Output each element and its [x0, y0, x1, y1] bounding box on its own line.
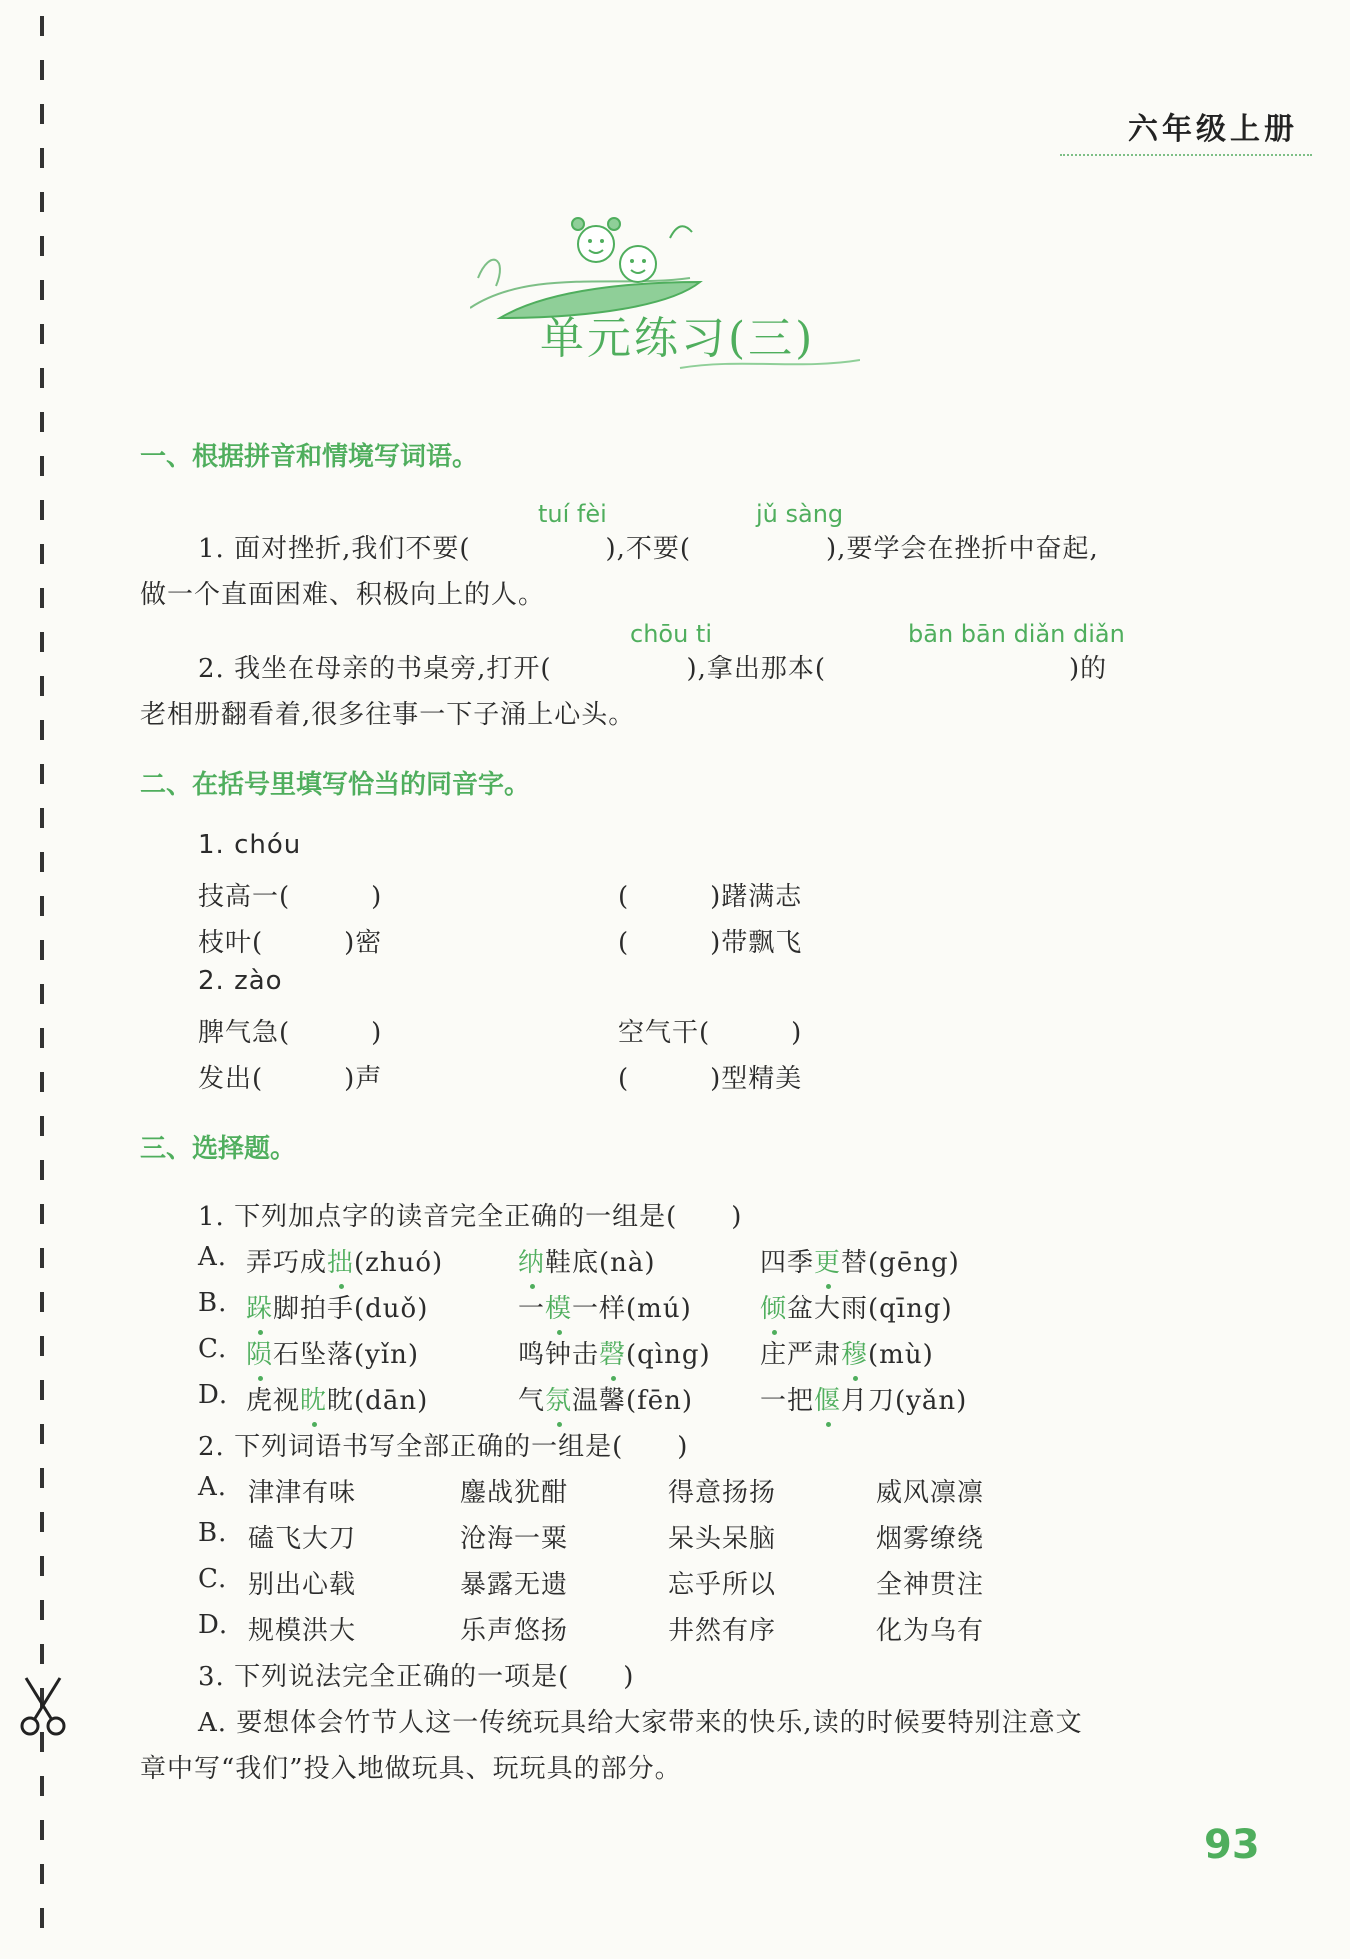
q3-1-b-item-2	[518, 1288, 692, 1325]
q3-1-option-a-letter: A.	[198, 1242, 228, 1272]
option-text: 一把	[760, 1386, 815, 1416]
option-text: (qìng)	[626, 1340, 711, 1370]
option-text: 脚拍手(duǒ)	[273, 1294, 429, 1324]
dotted-char: 偃	[814, 1380, 841, 1417]
q3-2-row-b-letter: B.	[198, 1518, 228, 1548]
q3-2-row-d-word: 井然有序	[668, 1616, 777, 1646]
option-text: (mù)	[868, 1340, 934, 1370]
pinyin-ju-sang: jǔ sàng	[756, 500, 844, 528]
q3-2-row-a-letter: A.	[198, 1472, 228, 1502]
q3-2-stem: 2. 下列词语书写全部正确的一组是( )	[198, 1432, 689, 1462]
section-3-heading: 三、选择题。	[140, 1134, 297, 1164]
dotted-char: 磬	[599, 1334, 626, 1371]
q3-2-row-c-word: 暴露无遗	[460, 1570, 569, 1600]
q3-2-row-a-word: 津津有味	[248, 1478, 357, 1508]
option-text: 石坠落(yǐn)	[273, 1340, 420, 1370]
dotted-char: 穆	[841, 1334, 868, 1371]
q3-1-stem: 1. 下列加点字的读音完全正确的一组是( )	[198, 1202, 743, 1232]
option-text: (zhuó)	[354, 1248, 444, 1278]
g1-item-a: 技高一( )	[198, 882, 383, 912]
q3-3-option-a-line2: 章中写“我们”投入地做玩具、玩玩具的部分。	[140, 1754, 682, 1784]
section-2-heading: 二、在括号里填写恰当的同音字。	[140, 770, 531, 800]
q1-1-line2: 做一个直面困难、积极向上的人。	[140, 580, 546, 610]
pinyin-tui-fei: tuí fèi	[538, 500, 607, 528]
g2-item-b: 空气干( )	[618, 1018, 803, 1048]
option-text: 气	[518, 1386, 546, 1416]
q3-1-a-item-1	[246, 1242, 443, 1279]
q3-3-stem: 3. 下列说法完全正确的一项是( )	[198, 1662, 635, 1692]
option-text: 四季	[760, 1248, 815, 1278]
group-2-label: 2. zào	[198, 966, 283, 996]
option-text: 温馨(fēn)	[572, 1386, 694, 1416]
dotted-char: 跺	[246, 1288, 273, 1325]
cut-line	[40, 16, 44, 1946]
q3-1-b-item-3	[760, 1288, 953, 1325]
q3-1-a-item-3	[760, 1242, 960, 1279]
option-text: 月刀(yǎn)	[841, 1386, 968, 1416]
option-text: 虎视	[246, 1386, 301, 1416]
g2-item-a: 脾气急( )	[198, 1018, 383, 1048]
q3-1-c-item-2	[518, 1334, 711, 1371]
option-text: 眈(dān)	[327, 1386, 429, 1416]
g1-item-d: ( )带飘飞	[618, 928, 803, 958]
q3-1-b-item-1	[246, 1288, 428, 1325]
q3-1-c-item-3	[760, 1334, 934, 1371]
g2-item-d: ( )型精美	[618, 1064, 803, 1094]
pinyin-chou-ti: chōu ti	[630, 620, 713, 648]
grade-label: 六年级上册	[1060, 104, 1312, 156]
q3-1-option-d-letter: D.	[198, 1380, 229, 1410]
g1-item-c: 枝叶( )密	[198, 928, 383, 958]
dotted-char: 更	[814, 1242, 841, 1279]
q3-1-d-item-2	[518, 1380, 693, 1417]
pinyin-ban-ban-dian-dian: bān bān diǎn diǎn	[908, 620, 1125, 648]
scissors-icon	[18, 1676, 68, 1738]
option-text: 替(gēng)	[841, 1248, 960, 1278]
q3-2-row-c-letter: C.	[198, 1564, 228, 1594]
option-text: 一	[518, 1294, 546, 1324]
q3-2-row-c-word: 全神贯注	[876, 1570, 985, 1600]
q3-2-row-b-word: 沧海一粟	[460, 1524, 569, 1554]
q3-2-row-c-word: 忘乎所以	[668, 1570, 777, 1600]
dotted-char: 氛	[545, 1380, 572, 1417]
q3-1-d-item-3	[760, 1380, 967, 1417]
option-text: 庄严肃	[760, 1340, 842, 1370]
q3-3-option-a-line1: A. 要想体会竹节人这一传统玩具给大家带来的快乐,读的时候要特别注意文	[198, 1708, 1083, 1738]
q3-1-c-item-1	[246, 1334, 419, 1371]
option-text: 弄巧成	[246, 1248, 328, 1278]
q3-2-row-b-word: 磕飞大刀	[248, 1524, 357, 1554]
dotted-char: 倾	[760, 1288, 787, 1325]
dotted-char: 眈	[300, 1380, 327, 1417]
option-text: 盆大雨(qīng)	[787, 1294, 953, 1324]
dotted-char: 纳	[518, 1242, 545, 1279]
section-1-heading: 一、根据拼音和情境写词语。	[140, 442, 479, 472]
q3-2-row-b-word: 呆头呆脑	[668, 1524, 777, 1554]
group-1-label: 1. chóu	[198, 830, 302, 860]
q3-2-row-a-word: 鏖战犹酣	[460, 1478, 569, 1508]
q1-2-line1: 2. 我坐在母亲的书桌旁,打开( ),拿出那本( )的	[198, 654, 1108, 684]
q3-2-row-a-word: 威风凛凛	[876, 1478, 985, 1508]
q3-2-row-a-word: 得意扬扬	[668, 1478, 777, 1508]
q1-2-line2: 老相册翻看着,很多往事一下子涌上心头。	[140, 700, 636, 730]
g1-item-b: ( )躇满志	[618, 882, 803, 912]
q3-1-a-item-2	[518, 1242, 656, 1279]
q3-2-row-d-word: 乐声悠扬	[460, 1616, 569, 1646]
dotted-char: 拙	[327, 1242, 354, 1279]
option-text: 鞋底(nà)	[545, 1248, 656, 1278]
q3-2-row-d-word: 化为乌有	[876, 1616, 985, 1646]
q3-2-row-b-word: 烟雾缭绕	[876, 1524, 985, 1554]
q3-2-row-d-word: 规模洪大	[248, 1616, 357, 1646]
dotted-char: 模	[545, 1288, 572, 1325]
q3-2-row-d-letter: D.	[198, 1610, 229, 1640]
dotted-char: 陨	[246, 1334, 273, 1371]
page-number: 93	[1204, 1822, 1260, 1868]
g2-item-c: 发出( )声	[198, 1064, 383, 1094]
q3-1-option-b-letter: B.	[198, 1288, 228, 1318]
option-text: 鸣钟击	[518, 1340, 600, 1370]
q3-1-option-c-letter: C.	[198, 1334, 228, 1364]
q3-2-row-c-word: 别出心载	[248, 1570, 357, 1600]
option-text: 一样(mú)	[572, 1294, 692, 1324]
unit-title: 单元练习(三)	[540, 313, 816, 364]
q1-1-line1: 1. 面对挫折,我们不要( ),不要( ),要学会在挫折中奋起,	[198, 534, 1099, 564]
q3-1-d-item-1	[246, 1380, 428, 1417]
